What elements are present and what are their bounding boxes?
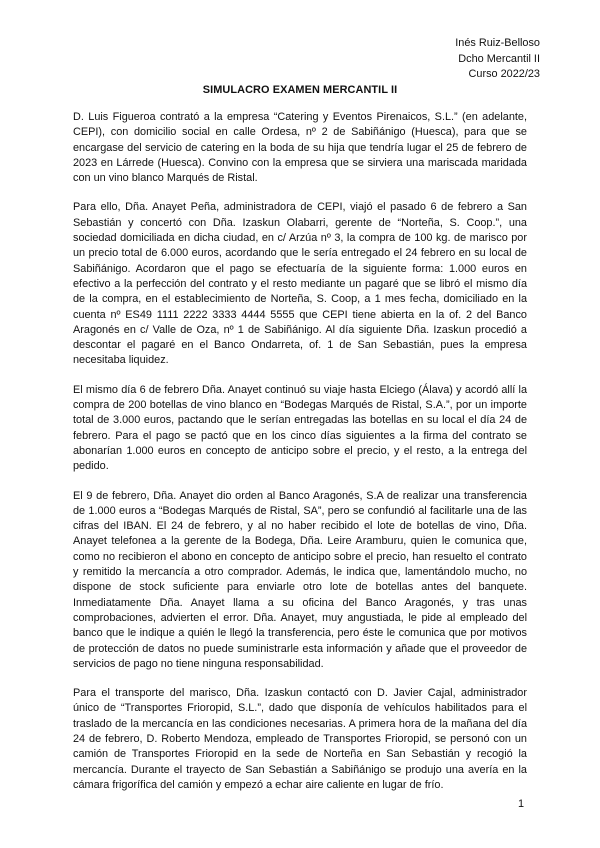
document-header	[455, 36, 540, 83]
document-body	[73, 110, 527, 807]
paragraph-1: D. Luis Figueroa contrató a la empresa “Catering y Eventos Pirenaicos, S.L.” (en adelante, CEPI), con domicilio social en calle Ordesa, nº 2 de Sabiñánigo (Huesca), para que se encargase del servicio de catering en la boda de su hija que tendría lugar el 25 de febrero de 2023 en Lárrede (Huesca). Convino con la empresa que se sirviera una mariscada maridada con un vino blanco Marqués de Ristal.	[73, 111, 527, 185]
subject-name: Dcho Mercantil II	[458, 52, 540, 65]
paragraph-3: El mismo día 6 de febrero Dña. Anayet continuó su viaje hasta Elciego (Álava) y acordó allí la compra de 200 botellas de vino blanco en “Bodegas Marqués de Ristal, S.A.”, por un importe total de 3.000 euros, pactando que le serían entregadas las botellas en su local el día 24 de febrero. Para el pago se pactó que en los cinco días siguientes a la firma del contrato se abonarían 1.000 euros en concepto de anticipo sobre el precio, y el resto, a la entrega del pedido.	[73, 383, 527, 473]
paragraph-4: El 9 de febrero, Dña. Anayet dio orden al Banco Aragonés, S.A de realizar una transferencia de 1.000 euros a “Bodegas Marqués de Ristal, SA”, pero se confundió al facilitarle una de las cifras del IBAN. El 24 de febrero, y al no haber recibido el lote de botellas de vino, Dña. Anayet telefonea a la gerente de la Bodega, Dña. Leire Aramburu, quien le comunica que, como no recibieron el abono en concepto de anticipo sobre el precio, han resuelto el contrato y remitido la mercancía a otro comprador. Además, le indica que, lamentándolo mucho, no dispone de stock suficiente para enviarle otro lote de botellas antes del banquete. Inmediatamente Dña. Anayet llama a su oficina del Banco Aragonés, y tras unas comprobaciones, advierten el error. Dña. Anayet, muy angustiada, le pide al empleado del banco que le indique a quién le llegó la transferencia, pero éste le comunica que por motivos de protección de datos no puede suministrarle esta información y añade que el proveedor de servicios de pago no tiene ninguna responsabilidad.	[73, 489, 527, 670]
course-year: Curso 2022/23	[468, 68, 540, 80]
author-name: Inés Ruiz-Belloso	[455, 37, 540, 49]
paragraph-2: Para ello, Dña. Anayet Peña, administradora de CEPI, viajó el pasado 6 de febrero a San Sebastián y concertó con Dña. Izaskun Olabarri, gerente de “Norteña, S. Coop.”, una sociedad domiciliada en dicha ciudad, en c/ Arzúa nº 3, la compra de 100 kg. de marisco por un precio total de 6.000 euros, acordando que le sería entregado el 24 febrero en su local de Sabiñánigo. Acordaron que el pago se efectuaría de la siguiente forma: 1.000 euros en efectivo a la perfección del contrato y el resto mediante un pagaré que se libró el mismo día de la compra, en el establecimiento de Norteña, S. Coop, a 1 mes fecha, domiciliado en la cuenta nº ES49 1111 2222 3333 4444 5555 que CEPI tiene abierta en la of. 2 del Banco Aragonés en c/ Valle de Oza, nº 1 de Sabiñánigo. Al día siguiente Dña. Izaskun procedió a descontar el pagaré en el Banco Ondarreta, of. 1 de San Sebastián, pues la empresa necesitaba liquidez.	[73, 201, 527, 367]
page-number: 1	[517, 798, 524, 810]
paragraph-5: Para el transporte del marisco, Dña. Izaskun contactó con D. Javier Cajal, administrador único de “Transportes Frioropid, S.L.”, dado que disponía de vehículos habilitados para el traslado de la mercancía en las condiciones necesarias. A primera hora de la mañana del día 24 de febrero, D. Roberto Mendoza, empleado de Transportes Frioropid, se personó con un camión de Transportes Frioropid en la sede de Norteña en San Sebastián y recogió la mercancía. Durante el trayecto de San Sebastián a Sabiñánigo se produjo una avería en la cámara frigorífica del camión y empezó a echar aire caliente en lugar de frío.	[73, 687, 527, 791]
document-title: SIMULACRO EXAMEN MERCANTIL II	[202, 84, 398, 96]
